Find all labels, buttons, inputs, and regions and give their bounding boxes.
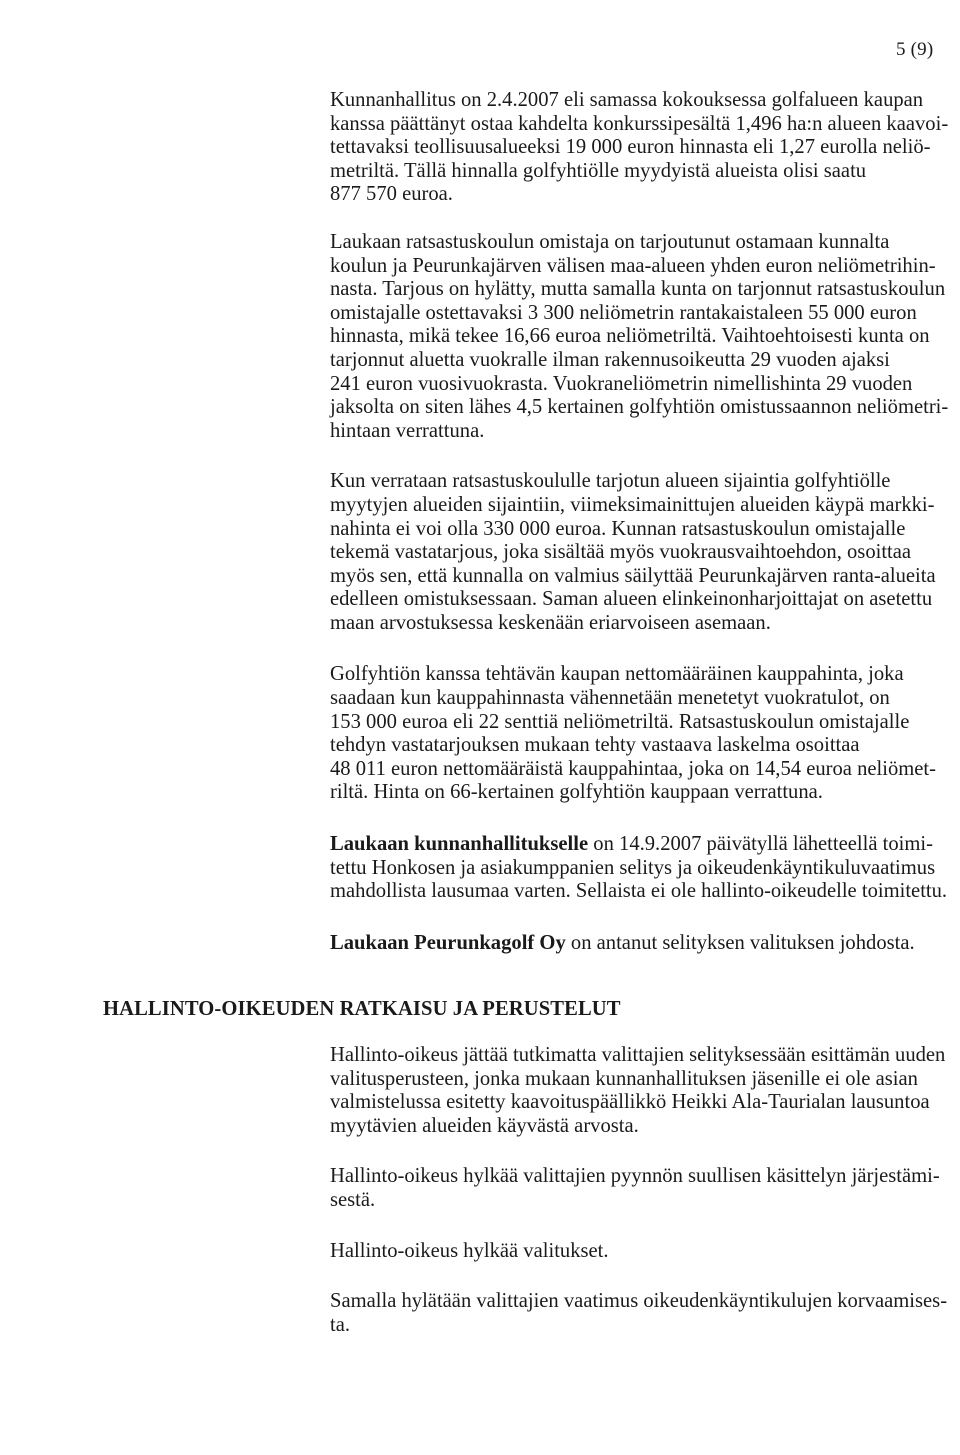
text-line: Golfyhtiön kanssa tehtävän kaupan nettomääräinen kauppahinta, joka — [330, 663, 904, 686]
text-line: myytyjen alueiden sijaintiin, viimeksimainittujen alueiden käypä markki- — [330, 493, 935, 516]
text-line: edelleen omistuksessaan. Saman alueen elinkeinonharjoittajat on asetettu — [330, 588, 933, 611]
text-line: 241 euron vuosivuokrasta. Vuokraneliömetrin nimellishinta 29 vuoden — [330, 372, 913, 395]
text-line: 153 000 euroa eli 22 senttiä neliömetriltä. Ratsastuskoulun omistajalle — [330, 710, 910, 733]
text-line: tettavaksi teollisuusalueeksi 19 000 euron hinnasta eli 1,27 eurolla neliö- — [330, 136, 931, 159]
text-line: hintaan verrattuna. — [330, 419, 485, 442]
text-line: saadaan kun kauppahinnasta vähennetään menetetyt vuokratulot, on — [330, 687, 890, 710]
text-line: Hallinto-oikeus hylkää valitukset. — [330, 1239, 609, 1262]
body-column-top — [330, 89, 958, 955]
text-line: valitusperusteen, jonka mukaan kunnanhallituksen jäsenille ei ole asian — [330, 1067, 918, 1090]
lead-rest: on 14.9.2007 päivätyllä lähetteellä toimi- — [588, 833, 933, 856]
bold-lead: Laukaan Peurunkagolf Oy — [330, 931, 566, 954]
text-line: koulun ja Peurunkajärven välisen maa-alueen yhden euron neliömetrihin- — [330, 254, 936, 277]
text-line: jaksolta on siten lähes 4,5 kertainen golfyhtiön omistussaannon neliömetri- — [330, 396, 949, 419]
text-line: Samalla hylätään valittajien vaatimus oikeudenkäyntikulujen korvaamises- — [330, 1290, 948, 1313]
text-line: Hallinto-oikeus jättää tutkimatta valittajien selityksessään esittämän uuden — [330, 1044, 946, 1066]
lead-rest: on antanut selityksen valituksen johdosta. — [565, 931, 915, 954]
text-line: tekemä vastatarjous, joka sisältää myös vuokrausvaihtoehdon, osoittaa — [330, 541, 912, 564]
text-line: kanssa päättänyt ostaa kahdelta konkurssipesältä 1,496 ha:n alueen kaavoi- — [330, 112, 949, 135]
text-line: sestä. — [330, 1188, 376, 1211]
text-line: tehdyn vastatarjouksen mukaan tehty vastaava laskelma osoittaa — [330, 734, 860, 757]
text-line — [330, 833, 958, 857]
text-line: omistajalle ostettavaksi 3 300 neliömetrin rantakaistaleen 55 000 euron — [330, 301, 917, 324]
text-line: valmistelussa esitetty kaavoituspäällikkö Heikki Ala-Taurialan lausuntoa — [330, 1091, 930, 1114]
text-line: tettu Honkosen ja asiakumppanien selitys ja oikeudenkäyntikuluvaatimus — [330, 856, 936, 879]
paragraph-costs-rejected — [330, 1290, 958, 1337]
paragraph-industrial-land-purchase — [330, 89, 958, 207]
paragraph-oral-hearing-rejected — [330, 1165, 958, 1212]
text-line: maan arvostuksessa keskenään eriarvoiseen asemaan. — [330, 611, 771, 634]
text-line: tarjonnut aluetta vuokralle ilman rakennusoikeutta 29 vuoden ajaksi — [330, 348, 890, 371]
text-line: 877 570 euroa. — [330, 183, 453, 206]
text-line: myös sen, että kunnalla on valmius säilyttää Peurunkajärven ranta-alueita — [330, 564, 936, 587]
text-line: metriltä. Tällä hinnalla golfyhtiölle myydyistä alueista olisi saatu — [330, 159, 867, 182]
text-line — [330, 932, 958, 956]
paragraph-net-purchase-price — [330, 663, 958, 805]
paragraph-municipal-board-referral — [330, 833, 958, 904]
paragraph-location-comparison — [330, 470, 958, 635]
text-line: nasta. Tarjous on hylätty, mutta samalla kunta on tarjonnut ratsastuskoulun — [330, 278, 946, 301]
text-line: Kunnanhallitus on 2.4.2007 eli samassa kokouksessa golfalueen kaupan — [330, 89, 924, 111]
text-line: mahdollista lausumaa varten. Sellaista ei ole hallinto-oikeudelle toimitettu. — [330, 880, 948, 903]
section-heading: HALLINTO-OIKEUDEN RATKAISU JA PERUSTELUT — [103, 998, 621, 1020]
paragraph-appeals-rejected — [330, 1240, 958, 1264]
body-column-bottom — [330, 1044, 958, 1337]
paragraph-riding-school-offer — [330, 231, 958, 443]
text-line: nahinta ei voi olla 330 000 euroa. Kunnan ratsastuskoulun omistajalle — [330, 517, 906, 540]
text-line: myytävien alueiden käyvästä arvosta. — [330, 1114, 639, 1137]
text-line: riltä. Hinta on 66-kertainen golfyhtiön kauppaan verrattuna. — [330, 781, 823, 804]
text-line: ta. — [330, 1313, 351, 1336]
text-line: hinnasta, mikä tekee 16,66 euroa neliömetriltä. Vaihtoehtoisesti kunta on — [330, 325, 930, 348]
bold-lead: Laukaan kunnanhallitukselle — [330, 833, 589, 856]
paragraph-dismissal-new-ground — [330, 1044, 958, 1138]
paragraph-peurunkagolf-statement — [330, 932, 958, 956]
text-line: Hallinto-oikeus hylkää valittajien pyynnön suullisen käsittelyn järjestämi- — [330, 1165, 940, 1188]
text-line: Laukaan ratsastuskoulun omistaja on tarjoutunut ostamaan kunnalta — [330, 230, 890, 253]
text-line: Kun verrataan ratsastuskoululle tarjotun alueen sijaintia golfyhtiölle — [330, 470, 891, 493]
text-line: 48 011 euron nettomääräistä kauppahintaa, joka on 14,54 euroa neliömet- — [330, 757, 936, 780]
page-number: 5 (9) — [896, 39, 934, 60]
